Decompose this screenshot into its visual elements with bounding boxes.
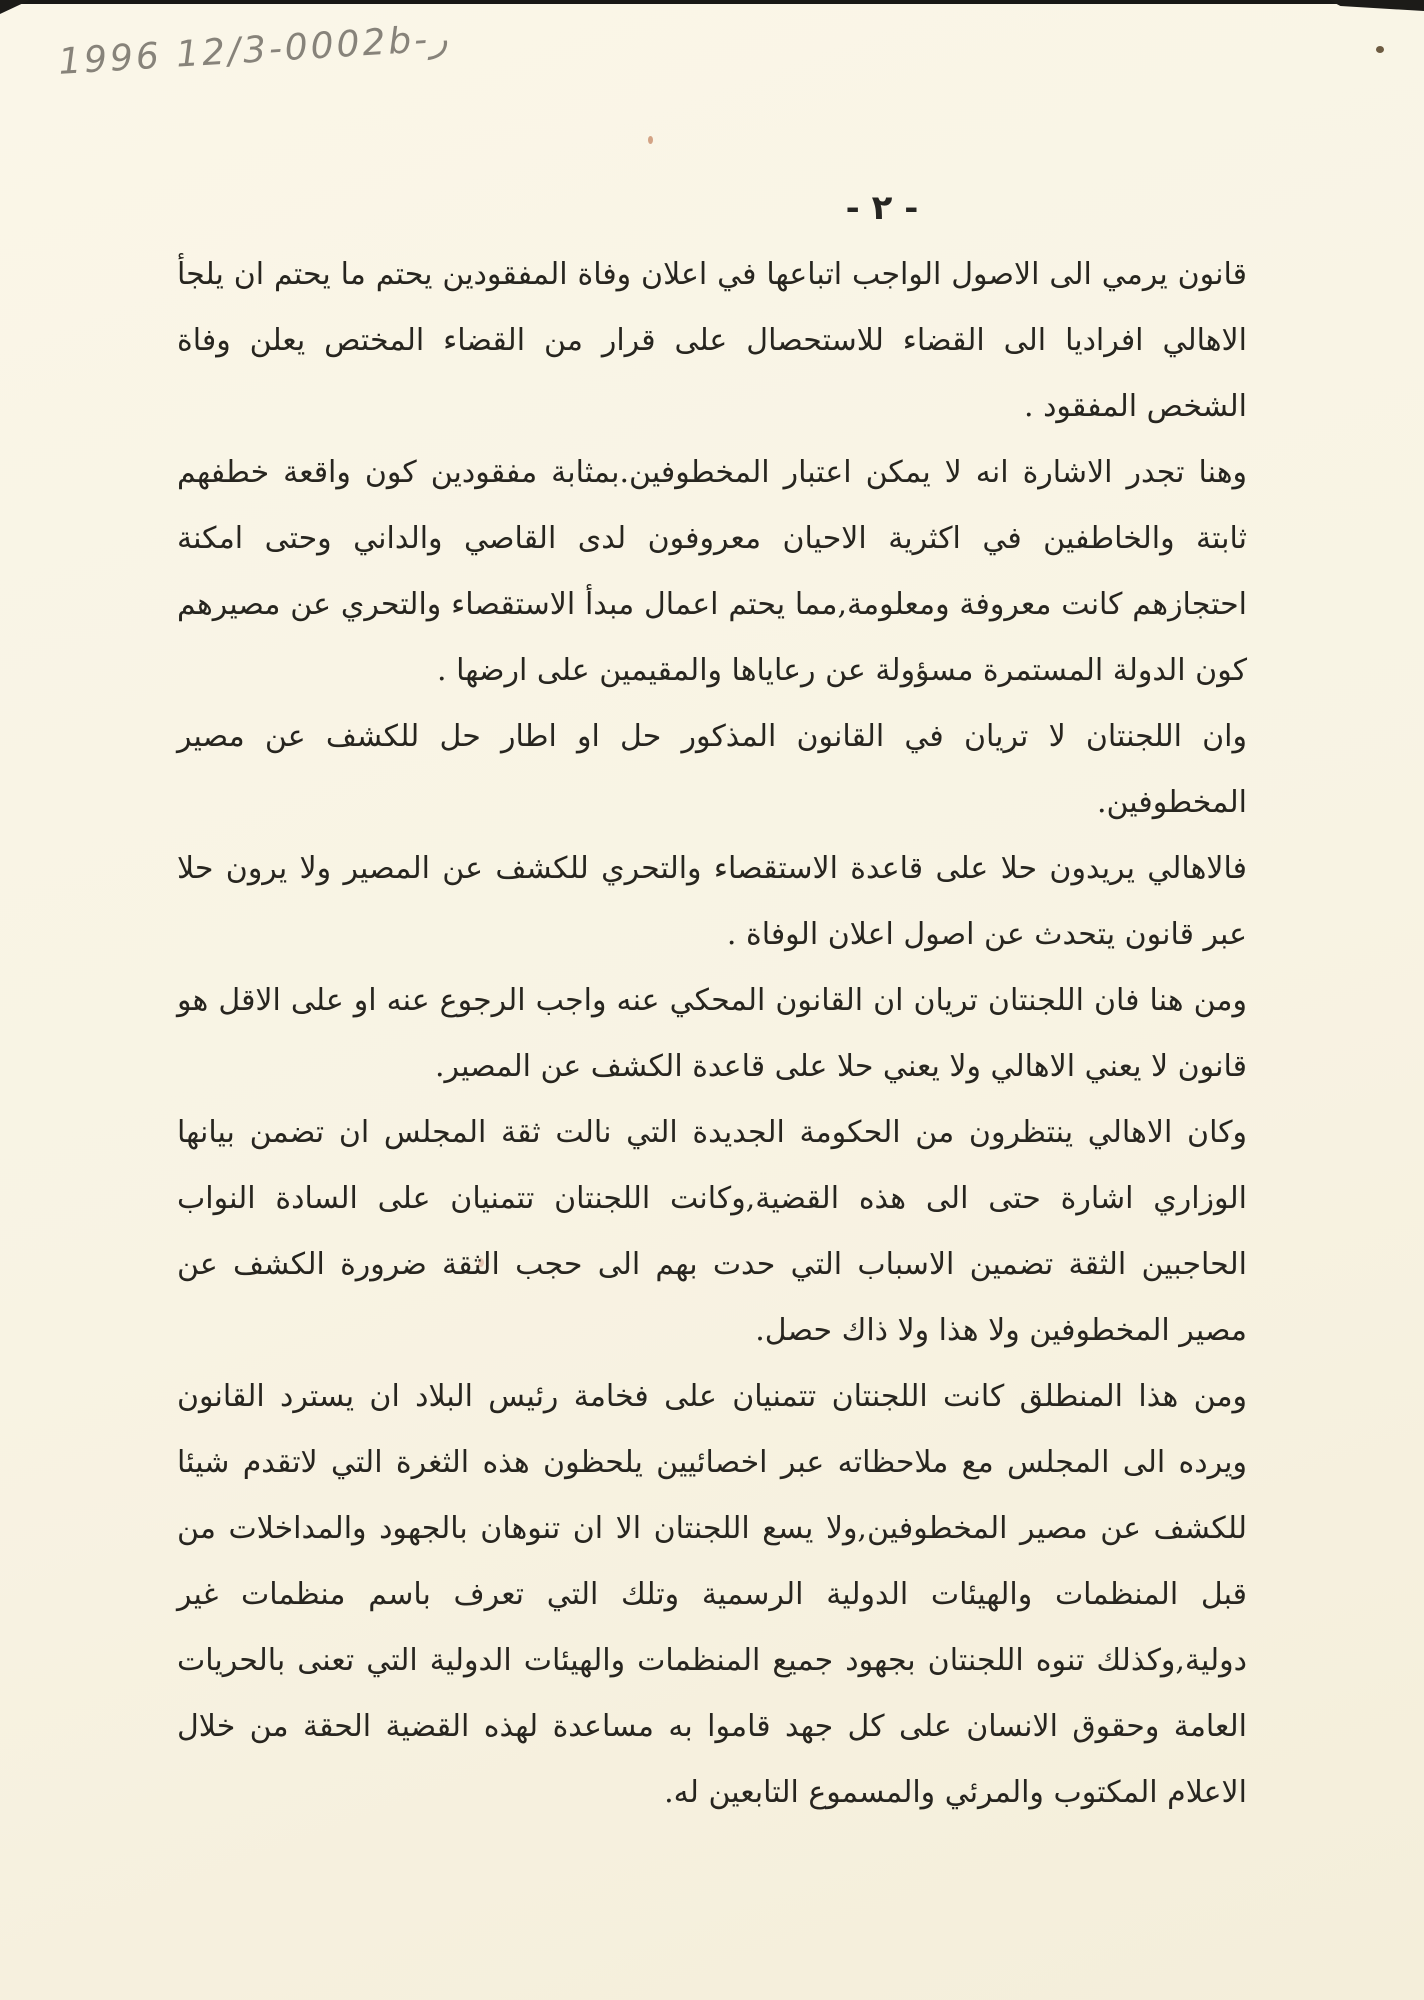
scan-corner-mark xyxy=(0,0,30,14)
paper-speck xyxy=(648,136,653,144)
paragraph: قانون يرمي الى الاصول الواجب اتباعها في اعلان وفاة المفقودين يحتم ما يحتم ان يلجأ الاهالي افراديا الى القضاء للاستحصال على قرار من القضاء المختص يعلن وفاة الشخص المفقود . xyxy=(177,257,1247,424)
paragraph: وكان الاهالي ينتظرون من الحكومة الجديدة التي نالت ثقة المجلس ان تضمن بيانها الوزاري اشارة حتى الى هذه القضية,وكانت اللجنتان تتمنيان على السادة النواب الحاجبين الثقة تضمين الاسباب التي حدت بهم الى حجب الثقة ضرورة الكشف عن مصير المخطوفين ولا هذا ولا ذاك حصل. xyxy=(177,1115,1247,1348)
paper-speck xyxy=(1376,46,1384,53)
paragraph: وان اللجنتان لا تريان في القانون المذكور حل او اطار حل للكشف عن مصير المخطوفين. xyxy=(177,719,1247,820)
paragraph: وهنا تجدر الاشارة انه لا يمكن اعتبار المخطوفين.بمثابة مفقودين كون واقعة خطفهم ثابتة والخاطفين في اكثرية الاحيان معروفون لدى القاصي والداني وحتى امكنة احتجازهم كانت معروفة ومعلومة,مما يحتم اعمال مبدأ الاستقصاء والتحري عن مصيرهم كون الدولة المستمرة مسؤولة عن رعاياها والمقيمين على ارضها . xyxy=(177,455,1247,688)
handwritten-annotation: 1996 12/3-0002b-ر xyxy=(57,18,449,83)
paragraph: فالاهالي يريدون حلا على قاعدة الاستقصاء والتحري للكشف عن المصير ولا يرون حلا عبر قانون يتحدث عن اصول اعلان الوفاة . xyxy=(177,851,1247,952)
scan-edge xyxy=(0,0,1424,4)
page-number-value: - ٢ - xyxy=(845,188,919,228)
page-number xyxy=(0,188,1424,228)
scan-corner-mark xyxy=(1329,0,1424,11)
paragraph: ومن هنا فان اللجنتان تريان ان القانون المحكي عنه واجب الرجوع عنه او على الاقل هو قانون لا يعني الاهالي ولا يعني حلا على قاعدة الكشف عن المصير. xyxy=(177,983,1247,1084)
document-body xyxy=(177,242,1247,1826)
paragraph: ومن هذا المنطلق كانت اللجنتان تتمنيان على فخامة رئيس البلاد ان يسترد القانون ويرده الى المجلس مع ملاحظاته عبر اخصائيين يلحظون هذه الثغرة التي لاتقدم شيئا للكشف عن مصير المخطوفين,ولا يسع اللجنتان الا ان تنوهان بالجهود والمداخلات من قبل المنظمات والهيئات الدولية الرسمية وتلك التي تعرف باسم منظمات غير دولية,وكذلك تنوه اللجنتان بجهود جميع المنظمات والهيئات الدولية التي تعنى بالحريات العامة وحقوق الانسان على كل جهد قاموا به مساعدة لهذه القضية الحقة من خلال الاعلام المكتوب والمرئي والمسموع التابعين له. xyxy=(177,1379,1247,1810)
